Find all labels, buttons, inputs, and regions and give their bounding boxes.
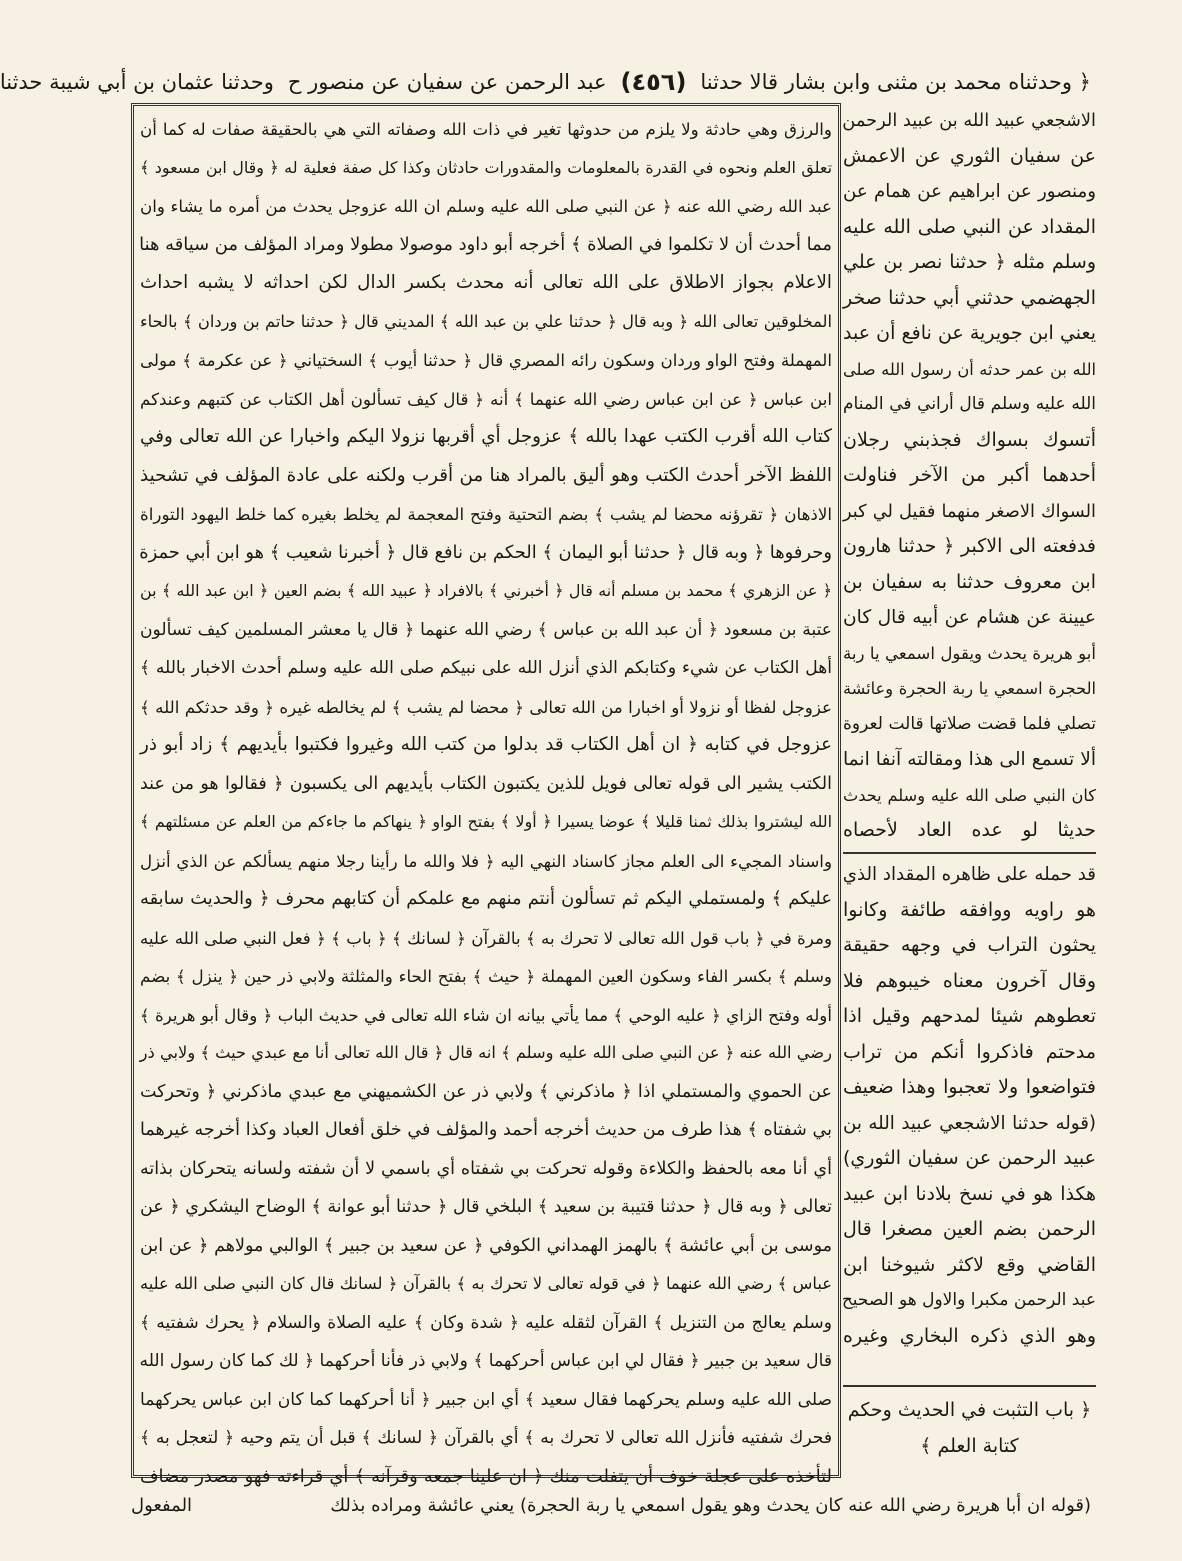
footer-note: (قوله ان أبا هريرة رضي الله عنه كان يحدث وهو يقول اسمعي يا ربة الحجرة) يعني عائشة ومراده بذلك — [330, 1494, 1091, 1516]
margin-line: حديثا لو عده العاد لأحصاه — [843, 819, 1096, 841]
text-line: والرزق وهي حادثة ولا يلزم من حدوثها تغير في ذات الله وصفاته التي هي بالحقيقة صفات له كما أن — [140, 119, 832, 139]
chapter-heading-line: ﴿ باب التثبت في الحديث وحكم — [847, 1399, 1092, 1421]
margin-line: أبو هريرة يحدث ويقول اسمعي يا ربة — [843, 643, 1096, 663]
text-line: الله ليشتروا بذلك ثمنا قليلا ﴾ عوضا يسيرا ﴿ أولا ﴾ بفتح الواو ﴿ ينهاكم ما جاءكم من العلم عن مسئلتهم ﴾ — [140, 812, 832, 831]
margin-line: يحثون التراب في وجهه حقيقة — [843, 934, 1096, 956]
margin-line: مدحتم فاذكروا أنكم من تراب — [843, 1040, 1096, 1063]
margin-text-top — [843, 103, 1096, 853]
text-line: عزوجل في كتابه ﴿ ان أهل الكتاب قد بدلوا من كتب الله وغيروا فكتبوا بأيديهم ﴾ زاد أبو ذر — [140, 734, 832, 755]
text-line: صلى الله عليه وسلم يحركهما فقال سعيد ﴾ أي ابن جبير ﴿ أنا أحركهما كما كان ابن عباس يحركهما — [140, 1389, 832, 1410]
margin-line: يعني ابن جويرية عن نافع أن عبد — [843, 322, 1096, 344]
margin-divider-2 — [843, 1385, 1096, 1387]
text-line: عباس ﴾ رضي الله عنهما ﴿ في قوله تعالى لا تحرك به ﴾ بالقرآن ﴿ لسانك قال كان النبي صلى الله عليه — [140, 1274, 832, 1293]
margin-line: السواك الاصغر منهما فقيل لي كبر — [843, 500, 1096, 522]
text-line: كتاب الله أقرب الكتب عهدا بالله ﴾ عزوجل أي أقربها نزولا اليكم واخبارا عن الله تعالى وفي — [140, 426, 832, 447]
text-line: ﴿ عن الزهري ﴾ محمد بن مسلم أنه قال ﴿ أخبرني ﴾ بالافراد ﴿ عبيد الله ﴾ بضم العين ﴿ ابن عبد الله ﴾ بن — [140, 581, 832, 600]
margin-line: قد حمله على ظاهره المقداد الذي — [842, 864, 1096, 885]
page-header — [0, 62, 1091, 102]
margin-line: كان النبي صلى الله عليه وسلم يحدث — [843, 785, 1096, 805]
text-line: وسلم ﴾ بكسر الفاء وسكون العين المهملة ﴿ حيث ﴾ بفتح الحاء والمثلثة ولابي ذر حين ﴿ ينزل ﴾ بضم — [140, 966, 832, 986]
margin-line: تصلي فلما قضت صلاتها قالت لعروة — [843, 713, 1096, 734]
text-line: تعلق العلم ونحوه في القدرة بالمعلومات والمقدورات حادثان وكذا كل صفة فعلية له ﴿ وقال ابن مسعود ﴾ — [140, 157, 832, 177]
text-line: أوله وفتح الزاي ﴿ عليه الوحي ﴾ مما يأتي بيانه ان شاء الله تعالى في حديث الباب ﴿ وقال أبو هريرة ﴾ — [139, 1004, 832, 1025]
margin-line: ابن معروف حدثنا به سفيان بن — [843, 570, 1096, 593]
footer-catchword: المفعول — [131, 1494, 193, 1516]
page-number: (٤٥٦) — [620, 68, 687, 96]
text-line: عن الحموي والمستملي اذا ﴿ ماذكرني ﴾ ولابي ذر عن الكشميهني مع عبدي ماذكرني ﴿ وتحركت — [140, 1081, 832, 1102]
margin-line: الله بن عمر حدثه أن رسول الله صلى — [843, 359, 1096, 379]
text-line: عتبة بن مسعود ﴿ أن عبد الله بن عباس ﴾ رضي الله عنهما ﴿ قال يا معشر المسلمين كيف تسألون — [140, 619, 832, 640]
text-line: أهل الكتاب عن شيء وكتابكم الذي أنزل الله على نبيكم صلى الله عليه وسلم أحدث الاخبار بالله ﴾ — [140, 658, 832, 678]
margin-line: عن سفيان الثوري عن الاعمش — [843, 144, 1096, 167]
margin-line: وقال آخرون معناه خيبوهم فلا — [843, 969, 1096, 992]
margin-line: الجهضمي حدثني أبي حدثنا صخر — [843, 286, 1096, 309]
margin-line: هكذا هو في نسخ بلادنا ابن عبيد — [843, 1182, 1096, 1205]
text-line: وحرفوها ﴿ وبه قال ﴿ حدثنا أبو اليمان ﴾ الحكم بن نافع قال ﴿ أخبرنا شعيب ﴾ هو ابن أبي حمزة — [139, 541, 832, 563]
text-line: الاذهان ﴿ تقرؤنه محضا لم يشب ﴾ بضم التحتية وفتح المعجمة لم يخلط بغيره كما خلط اليهود التوراة — [140, 504, 832, 524]
margin-line: ألا تسمع الى هذا ومقالته آنفا انما — [843, 749, 1096, 770]
text-line: الكتب يشير الى قوله تعالى فويل للذين يكتبون الكتاب بأيديهم الى يكسبون ﴿ فقالوا هو من عند — [140, 773, 832, 794]
margin-divider — [843, 852, 1096, 854]
margin-line: القاضي وقع لاكثر شيوخنا ابن — [843, 1253, 1096, 1276]
header-right-text: ﴿ وحدثناه محمد بن مثنى وابن بشار قالا حدثنا — [700, 69, 1091, 94]
header-middle-text: عبد الرحمن عن سفيان عن منصور ح — [287, 69, 607, 94]
margin-line: أحدهما أكبر من الآخر فناولت — [843, 464, 1096, 486]
margin-line: الحجرة اسمعي يا ربة الحجرة وعائشة — [843, 679, 1096, 698]
header-left-text: وحدثنا عثمان بن أبي شيبة حدثنا — [0, 69, 274, 94]
margin-line: الرحمن بضم العين مصغرا قال — [843, 1218, 1096, 1240]
margin-line: الاشجعي عبيد الله بن عبيد الرحمن — [842, 110, 1096, 131]
margin-line: الله عليه وسلم قال أراني في المنام — [843, 394, 1096, 414]
text-line: بي شفتاه ﴾ هذا طرف من حديث أخرجه أحمد والمؤلف في خلق أفعال العباد وكذا أخرجه غيرهما — [140, 1120, 832, 1140]
margin-line: (قوله حدثنا الاشجعي عبيد الله بن — [843, 1112, 1096, 1134]
main-commentary-frame — [131, 103, 841, 1487]
text-line: ومرة في ﴿ باب قول الله تعالى لا تحرك به ﴾ بالقرآن ﴿ لسانك ﴾ ﴿ باب ﴾ ﴿ فعل النبي صلى الله عليه — [139, 927, 832, 948]
text-line: عبد الله رضي الله عنه ﴿ عن النبي صلى الله عليه وسلم ان الله عزوجل يحدث من أمره ما يشاء وان — [140, 196, 832, 216]
margin-line: تعطوهم شيئا لمدحهم وقيل اذا — [843, 1005, 1096, 1027]
margin-line: عبيد الرحمن عن سفيان الثوري) — [843, 1147, 1096, 1169]
text-line: واسناد المجيء الى العلم مجاز كاسناد النهي اليه ﴿ فلا والله ما رأينا رجلا منهم يسألكم عن الذي أنزل — [140, 850, 832, 871]
chapter-heading-line: كتابة العلم ﴾ — [920, 1435, 1019, 1457]
text-line: مما أحدث أن لا تكلموا في الصلاة ﴾ أخرجه أبو داود موصولا مطولا ومراد المؤلف من سياقه هنا — [139, 233, 832, 255]
margin-line: أتسوك بسواك فجذبني رجلان — [843, 428, 1096, 451]
text-line: أي أنا معه بالحفظ والكلاءة وقوله تحركت بي شفتاه أي باسمي لا أن شفته ولسانه يتحركان بذاته — [140, 1158, 832, 1179]
text-line: المخلوقين تعالى الله ﴿ وبه قال ﴿ حدثنا علي بن عبد الله ﴾ المديني قال ﴿ حدثنا حاتم بن وردان ﴾ بالحاء — [140, 311, 832, 331]
chapter-heading — [843, 1392, 1096, 1478]
margin-line: عبد الرحمن مكبرا والاول هو الصحيح — [841, 1290, 1096, 1310]
margin-commentary — [843, 857, 1096, 1382]
text-line: قال سعيد بن جبير ﴿ فقال لي ابن عباس أحركهما ﴾ ولابي ذر فأنا أحركهما ﴿ لك كما كان رسول الله — [139, 1351, 832, 1371]
margin-line: هو راويه ووافقه طائفة وكانوا — [843, 898, 1096, 921]
margin-line: فتواضعوا ولا تعجبوا وهذا ضعيف — [843, 1076, 1096, 1098]
text-line: الاعلام بجواز الاطلاق على الله تعالى أنه محدث بكسر الدال لكن احداثه لا يشبه احداث — [140, 272, 832, 293]
text-line: المهملة وفتح الواو وردان وسكون رائه المصري قال ﴿ حدثنا أيوب ﴾ السختياني ﴿ عن عكرمة ﴾ مولى — [140, 350, 833, 370]
text-line: تعالى ﴿ وبه قال ﴿ حدثنا قتيبة بن سعيد ﴾ البلخي قال ﴿ حدثنا أبو عوانة ﴾ الوضاح اليشكري ﴿ عن — [140, 1197, 832, 1217]
margin-line: وسلم مثله ﴿ حدثنا نصر بن علي — [843, 251, 1096, 273]
text-line: عزوجل لفظا أو نزولا أو اخبارا من الله تعالى ﴿ محضا لم يشب ﴾ لم يخالطه غيره ﴿ وقد حدثكم الله ﴾ — [140, 696, 832, 717]
page-footer — [131, 1485, 1091, 1525]
text-line: موسى بن أبي عائشة ﴾ بالهمز الهمداني الكوفي ﴿ عن سعيد بن جبير ﴾ الوالبي مولاهم ﴿ عن ابن — [140, 1235, 832, 1256]
margin-line: فدفعته الى الاكبر ﴿ حدثنا هارون — [843, 535, 1096, 557]
text-line: لتأخذه على عجلة خوف أن يتفلت منك ﴿ ان علينا جمعه وقرآنه ﴾ أي قراءته فهو مصدر مضاف — [140, 1465, 832, 1487]
margin-line: عيينة عن هشام عن أبيه قال كان — [843, 607, 1096, 628]
text-line: رضي الله عنه ﴿ عن النبي صلى الله عليه وسلم ﴾ انه قال ﴿ قال الله تعالى أنا مع عبدي حيث ﴾ ولابي ذر — [139, 1043, 832, 1062]
text-line: عليكم ﴾ ولمستملي اليكم ثم تسألون أنتم منهم مع علمكم أن كتابهم محرف ﴿ والحديث سابقه — [140, 888, 832, 909]
margin-line: المقداد عن النبي صلى الله عليه — [843, 215, 1096, 238]
text-line: وسلم يعالج من التنزيل ﴾ القرآن لثقله عليه ﴿ شدة وكان ﴾ عليه الصلاة والسلام ﴿ يحرك شفتيه ﴾ — [140, 1312, 832, 1333]
text-line: فحرك شفتيه فأنزل الله تعالى لا تحرك به ﴾ أي بالقرآن ﴿ لسانك ﴾ قبل أن يتم وحيه ﴿ لتعجل به ﴾ — [140, 1428, 832, 1448]
text-line: ابن عباس ﴿ عن ابن عباس رضي الله عنهما ﴾ أنه ﴿ قال كيف تسألون أهل الكتاب عن كتبهم وعندكم — [140, 388, 832, 409]
margin-line: وهو الذي ذكره البخاري وغيره — [843, 1324, 1096, 1347]
text-line: اللفظ الآخر أحدث الكتب وهو أليق بالمراد هنا من أقرب ولكنه على عادة المؤلف في تشحيذ — [140, 464, 832, 486]
margin-line: ومنصور عن ابراهيم عن همام عن — [843, 181, 1096, 202]
